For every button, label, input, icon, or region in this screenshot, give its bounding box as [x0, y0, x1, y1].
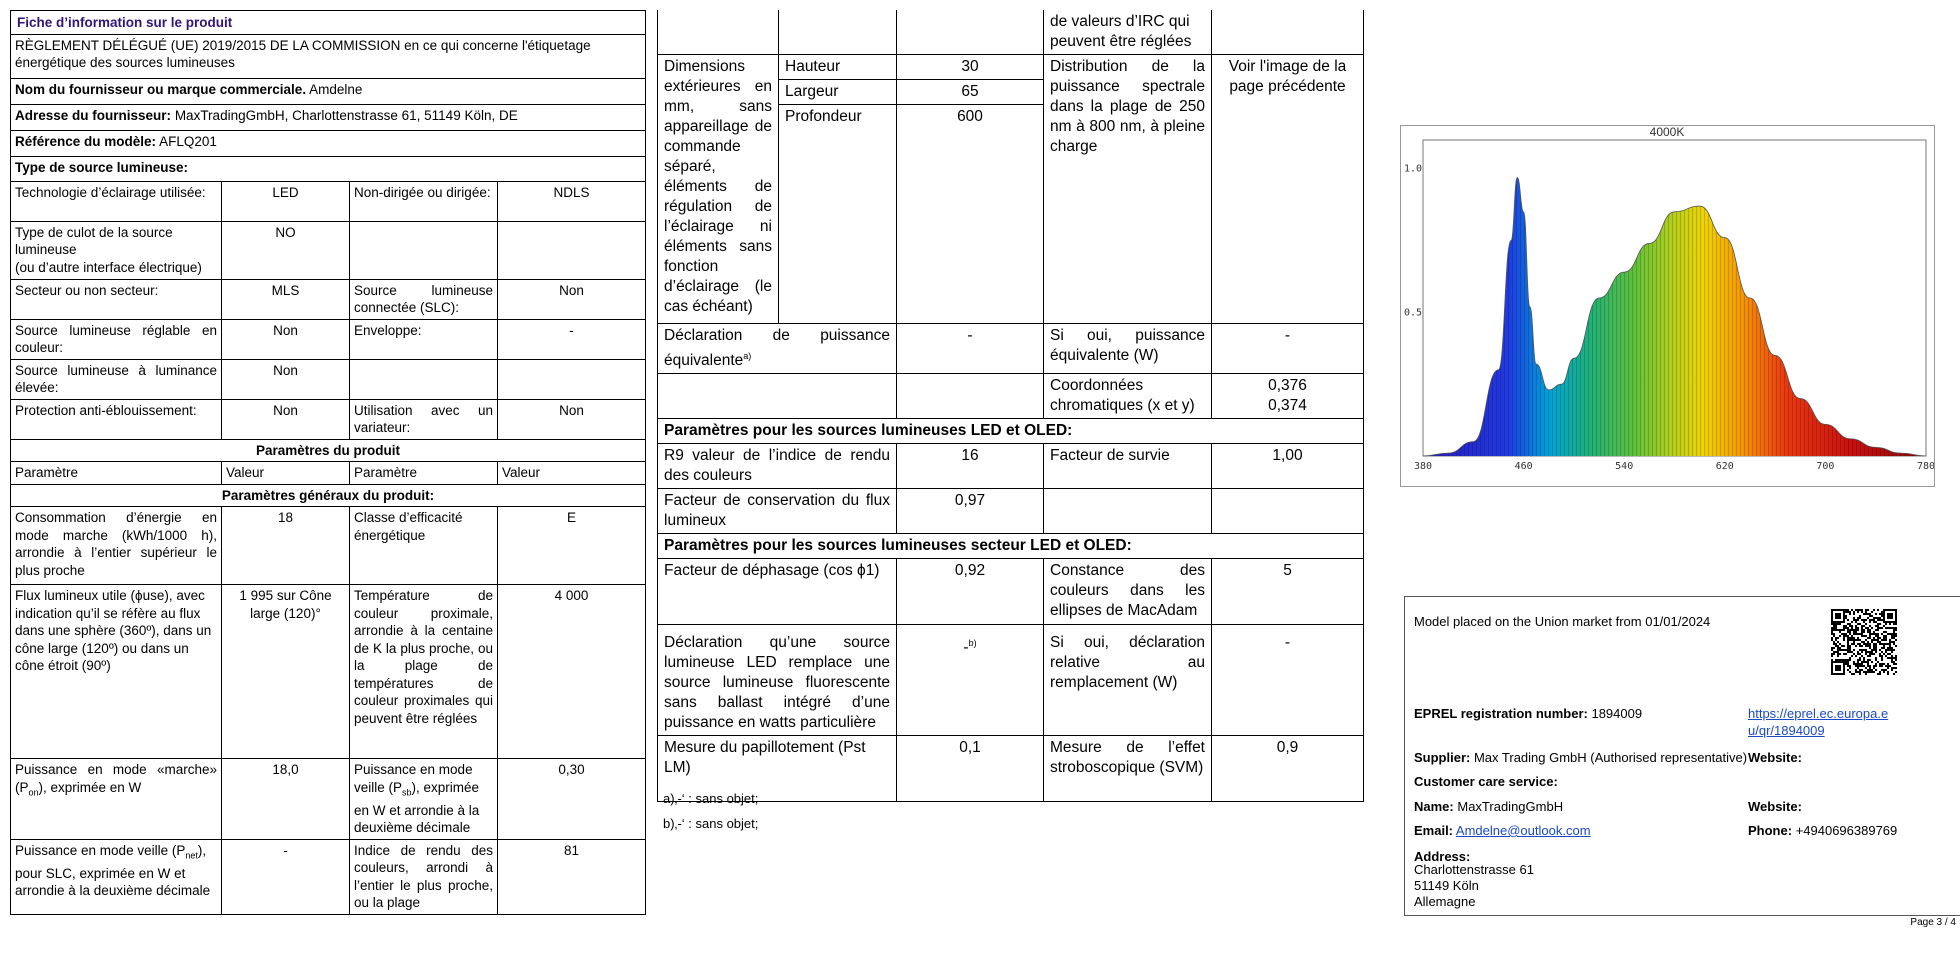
replacement-yes-label: Si oui, déclaration relative au remplacement (W) [1044, 625, 1212, 736]
param-value: - [498, 319, 646, 359]
param-value: 4 000 [498, 585, 646, 759]
care-website-label: Website: [1748, 799, 1802, 814]
regulation-text: RÈGLEMENT DÉLÉGUÉ (UE) 2019/2015 DE LA COMMISSION en ce qui concerne l'étiquetage énergétique des sources lumineuses [11, 34, 646, 78]
care-name-row [1414, 798, 1563, 815]
address-line: 51149 Köln [1414, 878, 1479, 893]
cri-continuation: de valeurs d’IRC qui peuvent être réglées [1044, 10, 1212, 55]
macadam-label: Constance des couleurs dans les ellipses de MacAdam [1044, 559, 1212, 625]
email-label: Email: [1414, 823, 1454, 838]
page-title: Fiche d’information sur le produit [11, 11, 646, 35]
col-header-param: Paramètre [350, 462, 498, 485]
displacement-factor-label: Facteur de déphasage (cos ϕ1) [658, 559, 897, 625]
eprel-link-wrap [1748, 705, 1898, 739]
general-params-title: Paramètres généraux du produit: [11, 484, 646, 507]
macadam-value: 5 [1212, 559, 1364, 625]
height-value: 30 [897, 55, 1044, 80]
stroboscopic-label: Mesure de l’effet stroboscopique (SVM) [1044, 736, 1212, 802]
r9-value: 16 [897, 444, 1044, 489]
param-value: 1 995 sur Cône large (120)° [222, 585, 350, 759]
model-row [11, 130, 646, 156]
param-label: Non-dirigée ou dirigée: [350, 181, 498, 221]
address-block [1414, 862, 1534, 910]
stroboscopic-value: 0,9 [1212, 736, 1364, 802]
param-value: 81 [498, 839, 646, 914]
supplier-name-value: Amdelne [309, 81, 363, 97]
width-label: Largeur [779, 80, 897, 105]
spectrum-chart-svg [1401, 126, 1934, 486]
email-row [1414, 822, 1591, 839]
email-link[interactable]: Amdelne@outlook.com [1455, 823, 1591, 838]
dimensions-label: Dimensions extérieures en mm, sans appareillage de commande séparé, éléments de régulation de l’éclairage ni éléments sans fonction d’éclairage (le cas échéant) [658, 55, 779, 324]
param-value: E [498, 507, 646, 585]
col-header-value: Valeur [222, 462, 350, 485]
website-label: Website: [1748, 750, 1802, 765]
eprel-card [1404, 596, 1960, 916]
param-value: NDLS [498, 181, 646, 221]
param-label: Classe d’efficacité énergétique [350, 507, 498, 585]
depth-label: Profondeur [779, 105, 897, 324]
param-value: Non [498, 399, 646, 439]
eprel-label: EPREL registration number: [1414, 706, 1588, 721]
spectrum-chart [1400, 125, 1935, 487]
table-row [11, 279, 646, 319]
table-header-row [11, 462, 646, 485]
supplier-address-label: Adresse du fournisseur: [15, 107, 172, 123]
spectral-label: Distribution de la puissance spectrale dans la plage de 250 nm à 800 nm, à pleine charge [1044, 55, 1212, 324]
param-label: Source lumineuse à luminance élevée: [11, 359, 222, 399]
supplier-address-row [11, 104, 646, 130]
param-label: Enveloppe: [350, 319, 498, 359]
table-row [658, 324, 1364, 374]
r9-label: R9 valeur de l’indice de rendu des couleurs [658, 444, 897, 489]
param-value: MLS [222, 279, 350, 319]
spectrum-area-stripes [1423, 177, 1926, 456]
y-tick-label: 1.0 [1404, 163, 1423, 175]
address-line: Charlottenstrasse 61 [1414, 862, 1534, 877]
width-value: 65 [897, 80, 1044, 105]
phone-row [1748, 822, 1897, 839]
footnote-b: b)‚-‘ : sans objet; [663, 816, 759, 831]
param-label: Température de couleur proximale, arrondie à la centaine de K la plus proche, ou la plage de températures de couleur proximales qui peuvent être réglées [350, 585, 498, 759]
col-header-param: Paramètre [11, 462, 222, 485]
param-label: Puissance en mode «marche» $(P_{on})$, exprimée en W [11, 759, 222, 840]
param-value: Non [222, 359, 350, 399]
param-label: Puissance en mode veille $(P_{sb})$, exprimée en W et arrondie à la deuxième décimale [350, 759, 498, 840]
flicker-value: 0,1 [897, 736, 1044, 802]
x-tick-label: 780 [1916, 461, 1934, 472]
survival-value: 1,00 [1212, 444, 1364, 489]
param-value: NO [222, 221, 350, 279]
light-source-type-label: Type de source lumineuse: [11, 156, 646, 181]
equivalent-power-yes-label: Si oui, puissance équivalente (W) [1044, 324, 1212, 374]
x-tick-label: 380 [1413, 461, 1433, 472]
param-label [350, 359, 498, 399]
param-label: Type de culot de la source lumineuse (ou d’autre interface électrique) [11, 221, 222, 279]
table-row [658, 625, 1364, 736]
param-label: Secteur ou non secteur: [11, 279, 222, 319]
param-label [350, 221, 498, 279]
market-date-text: Model placed on the Union market from 01/01/2024 [1414, 614, 1711, 629]
model-label: Référence du modèle: [15, 133, 157, 149]
customer-care-label: Customer care service: [1414, 774, 1558, 789]
param-value [498, 221, 646, 279]
param-label: Technologie d’éclairage utilisée: [11, 181, 222, 221]
page-number: Page 3 / 4 [1910, 917, 1956, 928]
table-row [658, 489, 1364, 534]
chromaticity-value: 0,376 0,374 [1212, 374, 1364, 419]
product-params-title: Paramètres du produit [11, 439, 646, 462]
param-value: Non [222, 399, 350, 439]
address-label: Address: [1414, 849, 1471, 864]
eprel-value: 1894009 [1591, 706, 1643, 721]
param-value: 18 [222, 507, 350, 585]
table-row [658, 736, 1364, 802]
chart-title: 4000K [1649, 126, 1685, 139]
param-label: Flux lumineux utile (ϕuse), avec indication qu’il se réfère au flux dans une sphère (360º), dans un cône large (120º) ou dans un cône étroit (90º) [11, 585, 222, 759]
led-replacement-label: Déclaration qu’une source lumineuse LED remplace une source lumineuse fluorescente sans ballast intégré d’une puissance en watts particulière [658, 625, 897, 736]
supplier-name-row [11, 78, 646, 104]
replacement-yes-value: - [1212, 625, 1364, 736]
x-tick-label: 540 [1615, 461, 1634, 472]
y-ticks [1404, 164, 1422, 319]
table-row [658, 374, 1364, 419]
table-row [11, 399, 646, 439]
param-value: - [222, 839, 350, 914]
phone-label: Phone: [1748, 823, 1793, 838]
table-row [658, 559, 1364, 625]
table-row [658, 444, 1364, 489]
led-params-title: Paramètres pour les sources lumineuses LED et OLED: [658, 419, 1364, 444]
table-row [658, 10, 1364, 55]
phone-value: +4940696389769 [1795, 823, 1898, 838]
survival-label: Facteur de survie [1044, 444, 1212, 489]
table-row [11, 359, 646, 399]
footnote-a: a)‚-‘ : sans objet; [663, 791, 759, 806]
param-value: 18,0 [222, 759, 350, 840]
param-label: Indice de rendu des couleurs, arrondi à l’entier le plus proche, ou la plage [350, 839, 498, 914]
supplier-value: Max Trading GmbH (Authorised representative) [1473, 750, 1748, 765]
supplier-address-value: MaxTradingGmbH, Charlottenstrasse 61, 51149 Köln, DE [174, 107, 518, 123]
y-tick-label: 0.5 [1404, 307, 1423, 319]
table-row [11, 181, 646, 221]
displacement-factor-value: 0,92 [897, 559, 1044, 625]
product-info-table-right [657, 10, 1364, 802]
led-replacement-value: -$^{b)}$ [897, 625, 1044, 736]
x-tick-label: 460 [1514, 461, 1533, 472]
param-label: Consommation d’énergie en mode marche (kWh/1000 h), arrondie à l’entier supérieur le plus proche [11, 507, 222, 585]
param-label: Source lumineuse réglable en couleur: [11, 319, 222, 359]
param-label: Source lumineuse connectée (SLC): [350, 279, 498, 319]
care-name-value: MaxTradingGmbH [1457, 799, 1564, 814]
flux-maintenance-value: 0,97 [897, 489, 1044, 534]
chromaticity-label: Coordonnées chromatiques (x et y) [1044, 374, 1212, 419]
table-row [11, 507, 646, 585]
table-row [11, 319, 646, 359]
supplier-label: Supplier: [1414, 750, 1471, 765]
table-row [658, 55, 1364, 80]
param-value: Non [222, 319, 350, 359]
height-label: Hauteur [779, 55, 897, 80]
spectral-value: Voir l'image de la page précédente [1212, 55, 1364, 324]
supplier-row [1414, 749, 1747, 766]
param-value: 0,30 [498, 759, 646, 840]
mains-led-params-title: Paramètres pour les sources lumineuses secteur LED et OLED: [658, 534, 1364, 559]
flux-maintenance-label: Facteur de conservation du flux lumineux [658, 489, 897, 534]
table-row [11, 759, 646, 840]
param-value: LED [222, 181, 350, 221]
eprel-link[interactable]: https://eprel.ec.europa.eu/qr/1894009 [1748, 706, 1889, 738]
equivalent-power-value: - [897, 324, 1044, 374]
x-tick-label: 700 [1816, 461, 1835, 472]
param-label: Utilisation avec un variateur: [350, 399, 498, 439]
qr-code-icon [1831, 609, 1897, 675]
x-tick-label: 620 [1715, 461, 1734, 472]
eprel-row [1414, 705, 1642, 722]
supplier-name-label: Nom du fournisseur ou marque commerciale. [15, 81, 307, 97]
table-row [11, 839, 646, 914]
col-header-value: Valeur [498, 462, 646, 485]
care-name-label: Name: [1414, 799, 1454, 814]
param-label: Protection anti-éblouissement: [11, 399, 222, 439]
x-ticks [1414, 461, 1934, 472]
address-line: Allemagne [1414, 894, 1476, 909]
table-row [11, 585, 646, 759]
param-value [498, 359, 646, 399]
equivalent-power-yes-value: - [1212, 324, 1364, 374]
equivalent-power-label: Déclaration de puissance équivalente$^{a)}$ [658, 324, 897, 374]
product-info-table-left [10, 10, 646, 915]
flicker-label: Mesure du papillotement (Pst LM) [658, 736, 897, 802]
model-value: AFLQ201 [159, 133, 217, 149]
table-row [11, 221, 646, 279]
depth-value: 600 [897, 105, 1044, 324]
param-value: Non [498, 279, 646, 319]
param-label: Puissance en mode veille $(P_{net})$, pour SLC, exprimée en W et arrondie à la deuxième décimale [11, 839, 222, 914]
